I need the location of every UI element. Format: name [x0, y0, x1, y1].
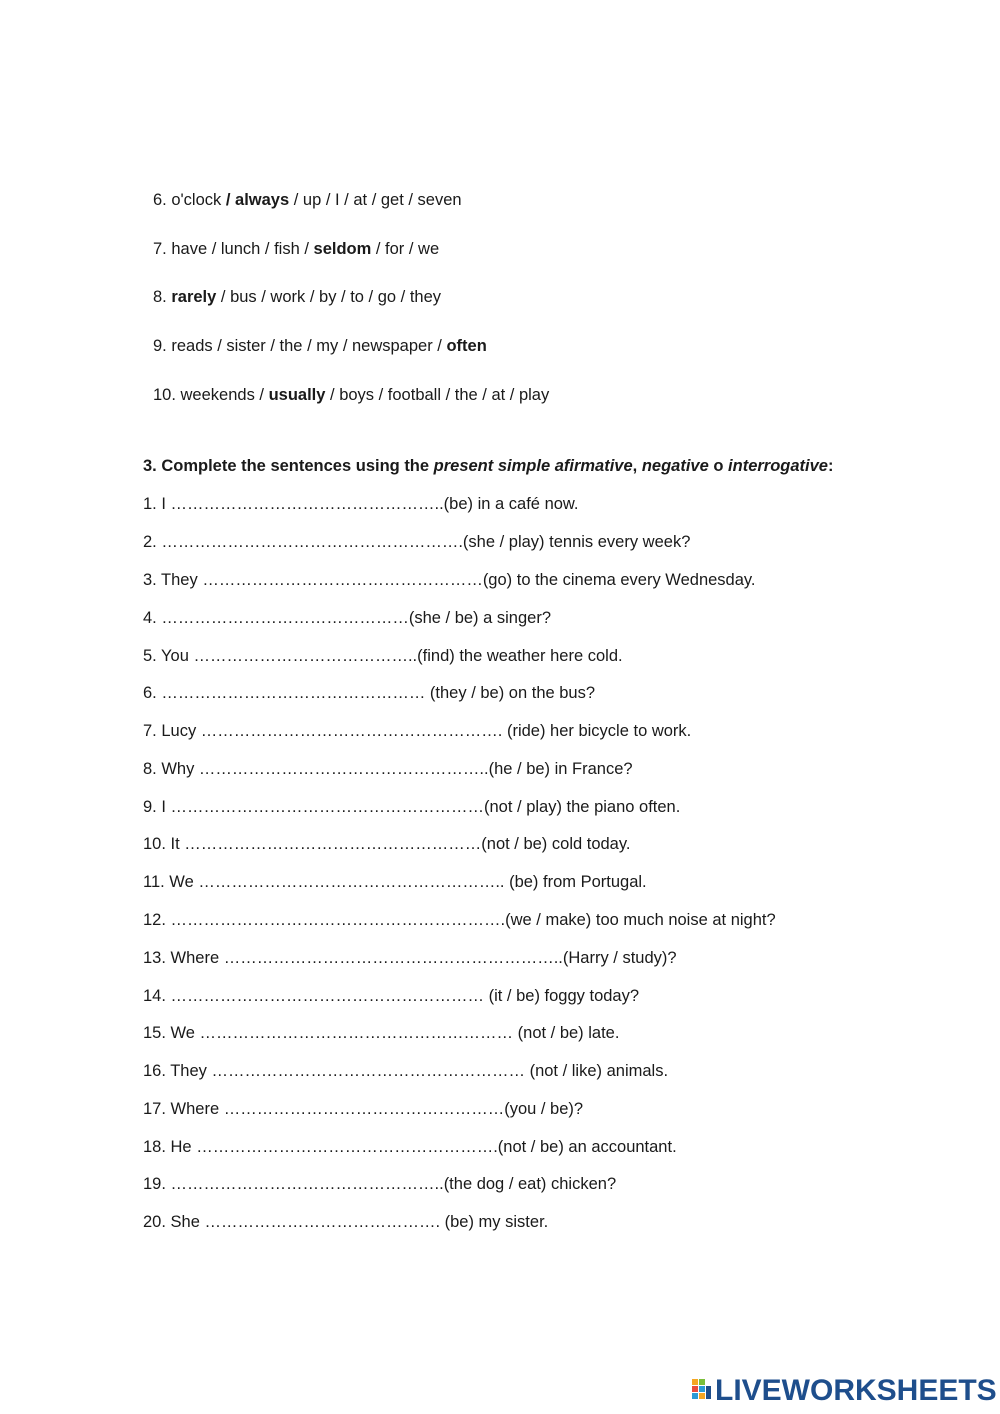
sentence-11[interactable]: 11. We ……………………………………………….. (be) from Portugal.: [143, 873, 647, 891]
sentence-14[interactable]: 14. ………………………………………………… (it / be) foggy today?: [143, 987, 640, 1005]
sentence-19[interactable]: 19. …………………………………………..(the dog / eat) chicken?: [143, 1175, 617, 1193]
sentence-8[interactable]: 8. Why ……………………………………………..(he / be) in France?: [143, 760, 633, 778]
sentence-5[interactable]: 5. You …………………………………..(find) the weather here cold.: [143, 647, 623, 665]
sentence-4[interactable]: 4. ………………………………………(she / be) a singer?: [143, 609, 552, 627]
sentence-20[interactable]: 20. She ……………………………………. (be) my sister.: [143, 1213, 549, 1231]
sentence-7[interactable]: 7. Lucy ………………………………………………. (ride) her bicycle to work.: [143, 722, 692, 740]
exercise-2-item-9: 9. reads / sister / the / my / newspaper / often: [153, 337, 487, 355]
sentence-1[interactable]: 1. I …………………………………………..(be) in a café now.: [143, 495, 579, 513]
sentence-18[interactable]: 18. He ……………………………………………….(not / be) an accountant.: [143, 1138, 677, 1156]
sentence-12[interactable]: 12. …………………………………………………….(we / make) too much noise at night?: [143, 911, 776, 929]
exercise-2-item-10: 10. weekends / usually / boys / football / the / at / play: [153, 386, 550, 404]
sentence-6[interactable]: 6. ………………………………………… (they / be) on the bus?: [143, 684, 596, 702]
exercise-2-item-7: 7. have / lunch / fish / seldom / for / we: [153, 240, 440, 258]
sentence-15[interactable]: 15. We ………………………………………………… (not / be) late.: [143, 1024, 620, 1042]
exercise-2-item-8: 8. rarely / bus / work / by / to / go / they: [153, 288, 442, 306]
exercise-2-item-6: 6. o'clock / always / up / I / at / get / seven: [153, 191, 462, 209]
sentence-2[interactable]: 2. ……………………………………………….(she / play) tennis every week?: [143, 533, 691, 551]
logo-text: LIVEWORKSHEETS: [715, 1374, 997, 1407]
sentence-9[interactable]: 9. I …………………………………………………(not / play) the piano often.: [143, 798, 681, 816]
exercise-3-heading: 3. Complete the sentences using the present simple afirmative, negative o interrogative:: [143, 457, 834, 475]
sentence-3[interactable]: 3. They ……………………………………………(go) to the cinema every Wednesday.: [143, 571, 756, 589]
liveworksheets-logo[interactable]: [692, 1375, 997, 1407]
liveworksheets-logo-icon: [692, 1377, 712, 1405]
sentence-10[interactable]: 10. It ………………………………………………(not / be) cold today.: [143, 835, 631, 853]
sentence-13[interactable]: 13. Where ……………………………………………………..(Harry / study)?: [143, 949, 677, 967]
sentence-16[interactable]: 16. They ………………………………………………… (not / like) animals.: [143, 1062, 669, 1080]
sentence-17[interactable]: 17. Where ……………………………………………(you / be)?: [143, 1100, 584, 1118]
